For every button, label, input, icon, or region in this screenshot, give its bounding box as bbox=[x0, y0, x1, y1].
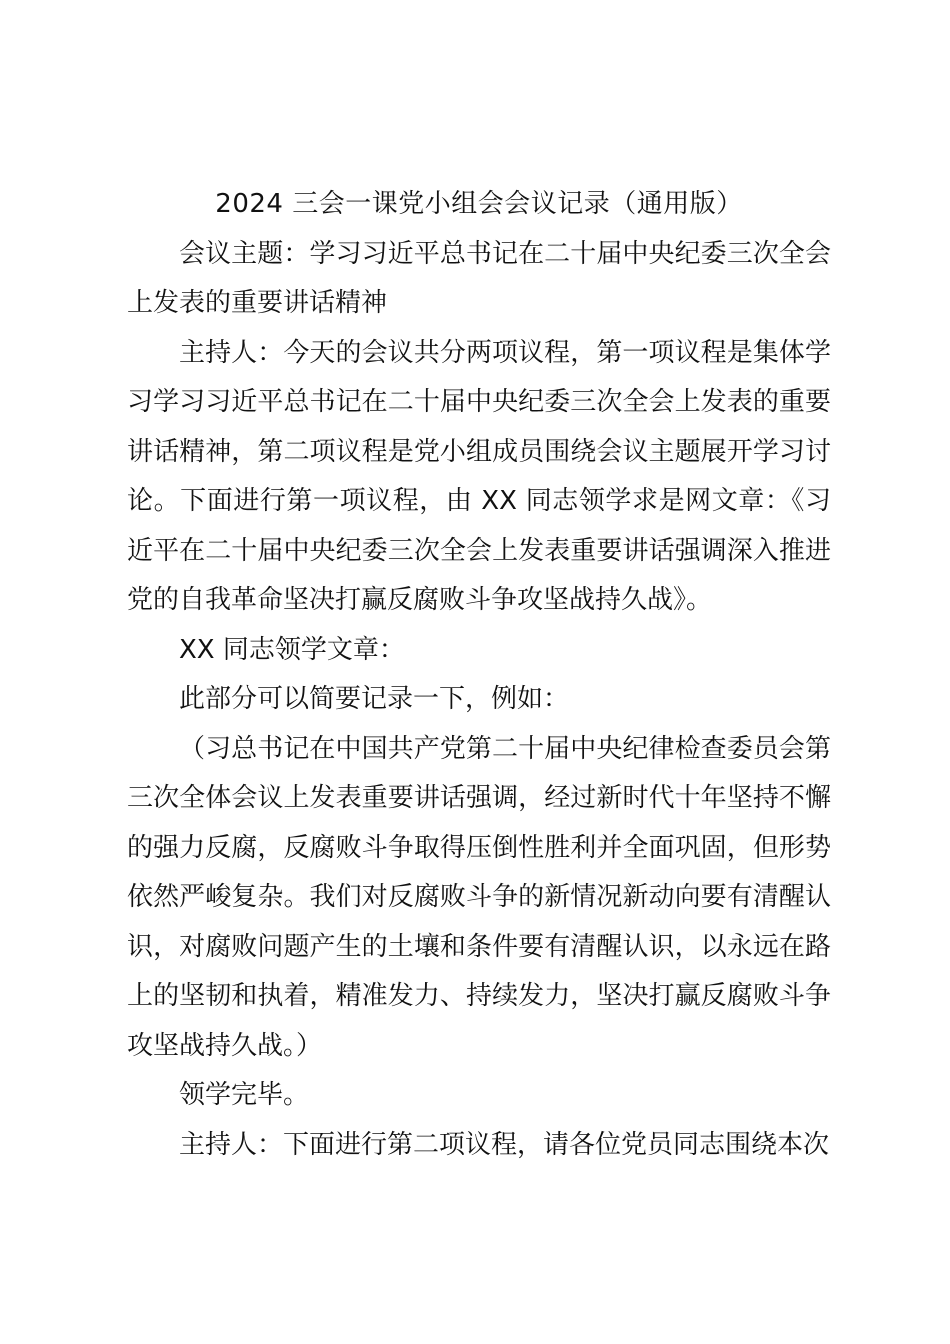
meeting-topic-paragraph: 会议主题：学习习近平总书记在二十届中央纪委三次全会上发表的重要讲话精神 bbox=[127, 238, 831, 318]
host-opening-paragraph: 主持人：今天的会议共分两项议程，第一项议程是集体学习学习习近平总书记在二十届中央纪委三次全会上发表的重要讲话精神，第二项议程是党小组成员围绕会议主题展开学习讨论。下面进行第一项议程，由 XX 同志领学求是网文章：《习近平在二十届中央纪委三次全会上发表重要讲话强调深入推进党的自我革命坚决打赢反腐败斗争攻坚战持久战》。 bbox=[127, 337, 831, 615]
reading-intro-paragraph: XX 同志领学文章： bbox=[179, 634, 405, 665]
host-second-agenda-paragraph: 主持人：下面进行第二项议程，请各位党员同志围绕本次 bbox=[179, 1129, 830, 1160]
document-body bbox=[127, 180, 831, 1170]
reading-end-paragraph: 领学完毕。 bbox=[179, 1080, 310, 1110]
article-summary-paragraph: （习总书记在中国共产党第二十届中央纪律检查委员会第三次全体会议上发表重要讲话强调，经过新时代十年坚持不懈的强力反腐，反腐败斗争取得压倒性胜利并全面巩固，但形势依然严峻复杂。我们对反腐败斗争的新情况新动向要有清醒认识，对腐败问题产生的土壤和条件要有清醒认识，以永远在路上的坚韧和执着，精准发力、持续发力，坚决打赢反腐败斗争攻坚战持久战。） bbox=[127, 733, 831, 1061]
note-paragraph: 此部分可以简要记录一下，例如： bbox=[179, 684, 570, 714]
document-title: 2024 三会一课党小组会会议记录（通用版） bbox=[215, 189, 743, 219]
